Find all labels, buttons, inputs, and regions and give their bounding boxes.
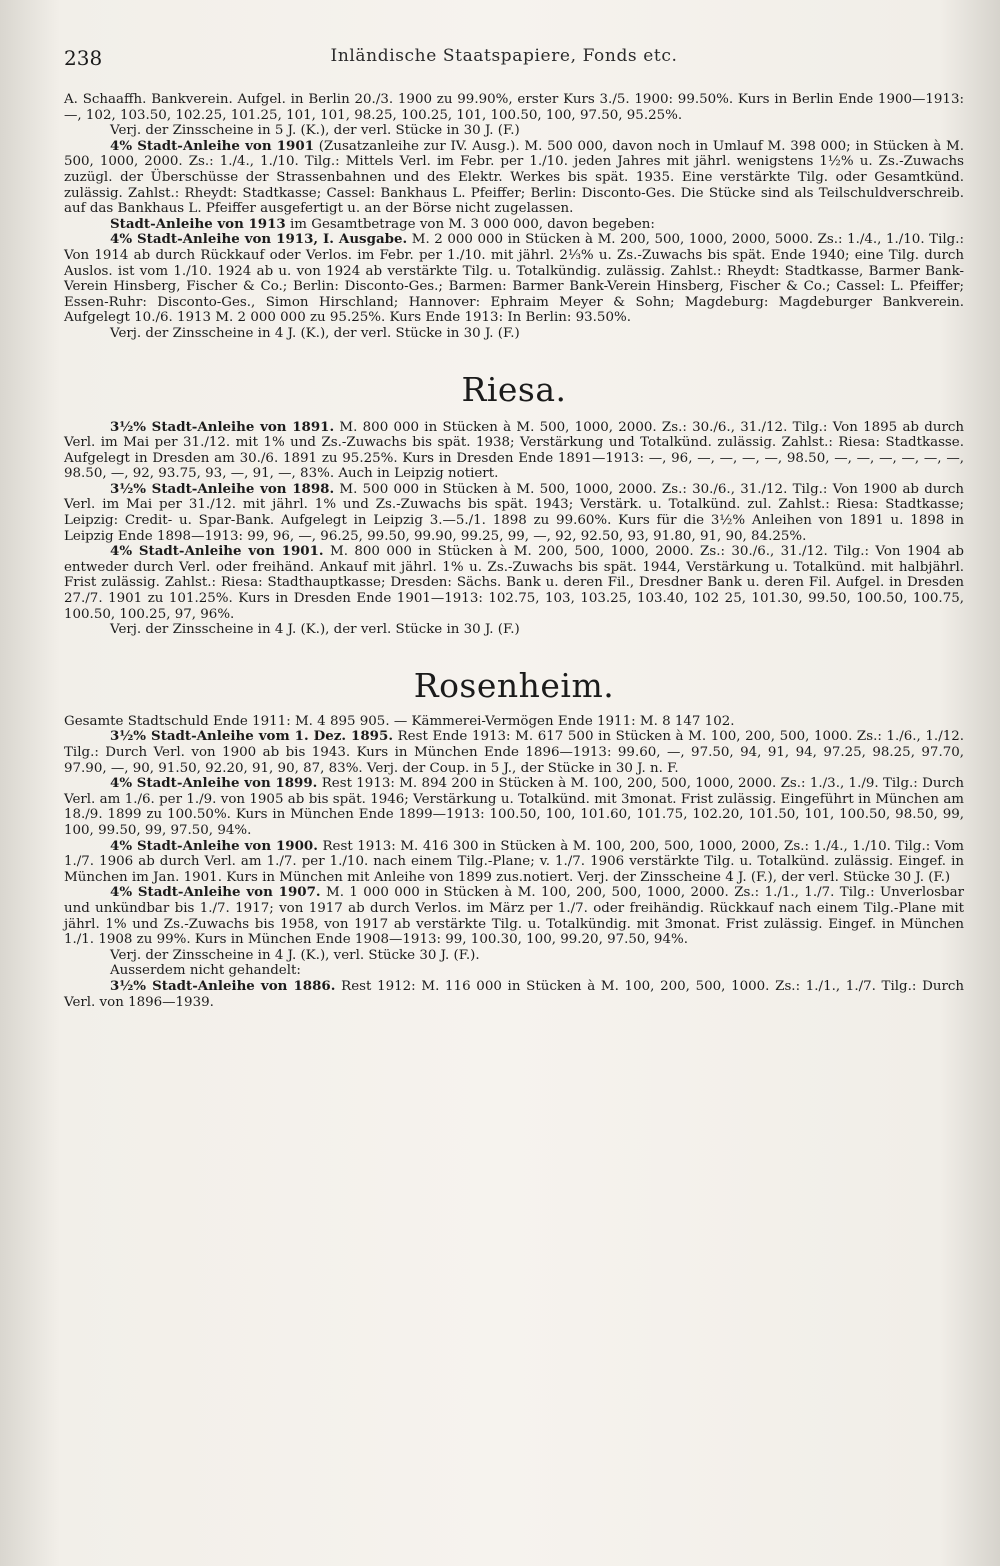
entry-heading: 3½% Stadt-Anleihe von 1891. (110, 418, 335, 435)
rosenheim-entry-1907 (64, 885, 964, 947)
entry-text: im Gesamtbetrage von M. 3 000 000, davon begeben: (285, 216, 655, 232)
entry-text: M. 800 000 in Stücken à M. 200, 500, 1000, 2000. Zs.: 30./6., 31./12. Tilg.: Von 1904 ab entweder durch Verl. oder freihänd. Ankauf mit jährl. 1% u. Zs.-Zuwachs bis spät. 1944, Verstärkung u. Totalkünd. mit halbjährl. Frist zulässig. Zahlst.: Riesa: Stadthauptkasse; Dresden: Sächs. Bank u. deren Fil., Dresdner Bank u. deren Fil. Aufgel. in Dresden 27./7. 1901 zu 101.25%. Kurs in Dresden Ende 1901—1913: 102.75, 103, 103.25, 103.40, 102 25, 101.30, 99.50, 100.50, 100.75, 100.50, 100.25, 97, 96%. (64, 544, 964, 622)
entry-text: M. 1 000 000 in Stücken à M. 100, 200, 500, 1000, 2000. Zs.: 1./1., 1./7. Tilg.: Unverlosbar und unkündbar bis 1./7. 1917; von 1917 ab durch Verlos. im März per 1./7. oder freihändig. Rückkauf nach einem Tilg.-Plane mit jährl. 1% und Zs.-Zuwachs bis 1958, von 1917 ab verstärkte Tilg. u. Totalkündig. mit 3monat. Frist zulässig. Eingef. in München 1./1. 1908 zu 99%. Kurs in München Ende 1908—1913: 99, 100.30, 100, 99.20, 97.50, 94%. (64, 885, 964, 948)
entry-heading: 3½% Stadt-Anleihe von 1898. (110, 480, 335, 497)
intro-verj-note-2: Verj. der Zinsscheine in 4 J. (K.), der verl. Stücke in 30 J. (F.) (110, 325, 520, 341)
rosenheim-entry-1886 (64, 979, 964, 1010)
entry-text: Rest Ende 1913: M. 617 500 in Stücken à M. 100, 200, 500, 1000. Zs.: 1./6., 1./12. Tilg.: Durch Verl. von 1900 ab bis 1943. Kurs in München Ende 1896—1913: 99.60, —, 97.50, 94, 91, 94, 97.25, 98.25, 97.70, 97.90, —, 90, 91.50, 92.20, 91, 90, 87, 83%. Verj. der Coup. in 5 J., der Stücke in 30 J. n. F. (64, 729, 965, 776)
entry-text: M. 500 000 in Stücken à M. 500, 1000, 2000. Zs.: 30./6., 31./12. Tilg.: Von 1900 ab durch Verl. im Mai per 31./12. mit jährl. 1% und Zs.-Zuwachs bis spät. 1943; Verstärk. u. Totalkünd. zul. Zahlst.: Riesa: Stadtkasse; Leipzig: Credit- u. Spar-Bank. Aufgelegt in Leipzig 3.—5./1. 1898 zu 99.60%. Kurs für die 3½% Anleihen von 1891 u. 1898 in Leipzig Ende 1898—1913: 99, 96, —, 96.25, 99.50, 99.90, 99.25, 99, —, 92, 92.50, 93, 91.80, 91, 90, 84.25%. (64, 481, 964, 544)
intro-paragraph: A. Schaaffh. Bankverein. Aufgel. in Berlin 20./3. 1900 zu 99.90%, erster Kurs 3./5. 1900: 99.50%. Kurs in Berlin Ende 1900—1913: —, 102, 103.50, 102.25, 101.25, 101, 101, 98.25, 100.25, 101, 100.50, 100, 97.50, 95.25%. (64, 92, 964, 123)
rosenheim-entry-1900 (64, 839, 964, 886)
entry-1913-overall (64, 217, 964, 233)
entry-heading: 3½% Stadt-Anleihe von 1886. (110, 977, 336, 994)
entry-text: Rest 1912: M. 116 000 in Stücken à M. 100, 200, 500, 1000. Zs.: 1./1., 1./7. Tilg.: Durch Verl. von 1896—1939. (64, 978, 964, 1010)
section-title-rosenheim: Rosenheim. (413, 665, 615, 705)
running-title: Inländische Staatspapiere, Fonds etc. (330, 46, 678, 66)
rosenheim-entry-1895 (64, 729, 964, 776)
riesa-verj-note: Verj. der Zinsscheine in 4 J. (K.), der verl. Stücke in 30 J. (F.) (110, 622, 520, 638)
entry-heading: Stadt-Anleihe von 1913 (110, 215, 286, 232)
entry-text: Rest 1913: M. 416 300 in Stücken à M. 100, 200, 500, 1000, 2000, Zs.: 1./4., 1./10. Tilg.: Vom 1./7. 1906 ab durch Verl. am 1./7. per 1./10. nach einem Tilg.-Plane; v. 1./7. 1906 verstärkte Tilg. u. Totalkünd. zulässig. Eingef. in München im Jan. 1901. Kurs in München mit Anleihe von 1899 zus.notiert. Verj. der Zinsscheine 4 J. (F.), der verl. Stücke 30 J. (F.) (64, 838, 964, 885)
page-header (64, 46, 944, 70)
entry-text: Rest 1913: M. 894 200 in Stücken à M. 100, 200, 500, 1000, 2000. Zs.: 1./3., 1./9. Tilg.: Durch Verl. am 1./6. per 1./9. von 1905 ab bis spät. 1946; Verstärkung u. Totalkünd. mit 3monat. Frist zulässig. Eingeführt in München am 18./9. 1899 zu 100.50%. Kurs in München Ende 1899—1913: 100.50, 100, 101.60, 101.75, 102.20, 101.50, 101, 100.50, 98.50, 99, 100, 99.50, 99, 97.50, 94%. (64, 776, 965, 838)
page-body (64, 92, 964, 1010)
rosenheim-not-traded-note: Ausserdem nicht gehandelt: (110, 963, 301, 979)
rosenheim-summary: Gesamte Stadtschuld Ende 1911: M. 4 895 905. — Kämmerei-Vermögen Ende 1911: M. 8 147 102. (64, 713, 735, 729)
entry-heading: 4% Stadt-Anleihe von 1901. (110, 543, 324, 560)
entry-text: (Zusatzanleihe zur IV. Ausg.). M. 500 000, davon noch in Umlauf M. 398 000; in Stücken à M. 500, 1000, 2000. Zs.: 1./4., 1./10. Tilg.: Mittels Verl. im Febr. per 1./10. jeden Jahres mit jährl. wenigstens 1½% u. Zs.-Zuwachs zuzügl. der Überschüsse der Strassenbahnen und des Elektr. Werkes bis spät. 1935. Eine verstärkte Tilg. oder Gesamtkünd. zulässig. Zahlst.: Rheydt: Stadtkasse; Cassel: Bankhaus L. Pfeiffer; Berlin: Disconto-Ges. Die Stücke sind als Teilschuldverschreib. auf das Bankhaus L. Pfeiffer ausgefertigt u. an der Börse nicht zugelassen. (64, 138, 964, 217)
rosenheim-entry-1899 (64, 776, 964, 838)
rosenheim-verj-note: Verj. der Zinsscheine in 4 J. (K.), verl. Stücke 30 J. (F.). (110, 947, 480, 963)
page-number: 238 (64, 46, 103, 70)
section-title-riesa: Riesa. (461, 369, 567, 409)
intro-verj-note: Verj. der Zinsscheine in 5 J. (K.), der verl. Stücke in 30 J. (F.) (110, 123, 520, 139)
entry-heading: 4% Stadt-Anleihe von 1901 (110, 137, 315, 154)
entry-heading: 3½% Stadt-Anleihe vom 1. Dez. 1895. (110, 728, 393, 745)
entry-text: M. 800 000 in Stücken à M. 500, 1000, 2000. Zs.: 30./6., 31./12. Tilg.: Von 1895 ab durch Verl. im Mai per 31./12. mit 1% und Zs.-Zuwachs bis spät. 1938; Verstärkung und Totalkünd. zulässig. Zahlst.: Riesa: Stadtkasse. Aufgelegt in Dresden am 30./6. 1891 zu 95.25%. Kurs in Dresden Ende 1891—1913: —, 96, —, —, —, —, 98.50, —, —, —, —, —, —, 98.50, —, 92, 93.75, 93, —, 91, —, 83%. Auch in Leipzig notiert. (64, 419, 964, 482)
riesa-entry-1898 (64, 482, 964, 544)
entry-1901 (64, 139, 964, 217)
riesa-entry-1901 (64, 544, 964, 622)
riesa-entry-1891 (64, 420, 964, 482)
entry-text: M. 2 000 000 in Stücken à M. 200, 500, 1000, 2000, 5000. Zs.: 1./4., 1./10. Tilg.: Von 1914 ab durch Rückkauf oder Verlos. im Febr. per 1./10. mit jährl. 2⅓% u. Zs.-Zuwachs bis spät. Ende 1940; eine Tilg. durch Auslos. ist vom 1./10. 1924 ab u. von 1924 ab verstärkte Tilg. u. Totalkündig. zulässig. Zahlst.: Rheydt: Stadtkasse, Barmer Bank-Verein Hinsberg, Fischer & Co.; Berlin: Disconto-Ges.; Barmen: Barmer Bank-Verein Hinsberg, Fischer & Co.; Cassel: L. Pfeiffer; Essen-Ruhr: Disconto-Ges., Simon Hirschland; Hannover: Ephraim Meyer & Sohn; Magdeburg: Magdeburger Bankverein. Aufgelegt 10./6. 1913 M. 2 000 000 zu 95.25%. Kurs Ende 1913: In Berlin: 93.50%. (64, 232, 964, 326)
entry-heading: 4% Stadt-Anleihe von 1907. (110, 884, 321, 901)
entry-heading: 4% Stadt-Anleihe von 1900. (110, 837, 318, 854)
entry-heading: 4% Stadt-Anleihe von 1899. (110, 775, 318, 792)
entry-1913-first-issue (64, 232, 964, 326)
entry-heading: 4% Stadt-Anleihe von 1913, I. Ausgabe. (110, 231, 408, 248)
